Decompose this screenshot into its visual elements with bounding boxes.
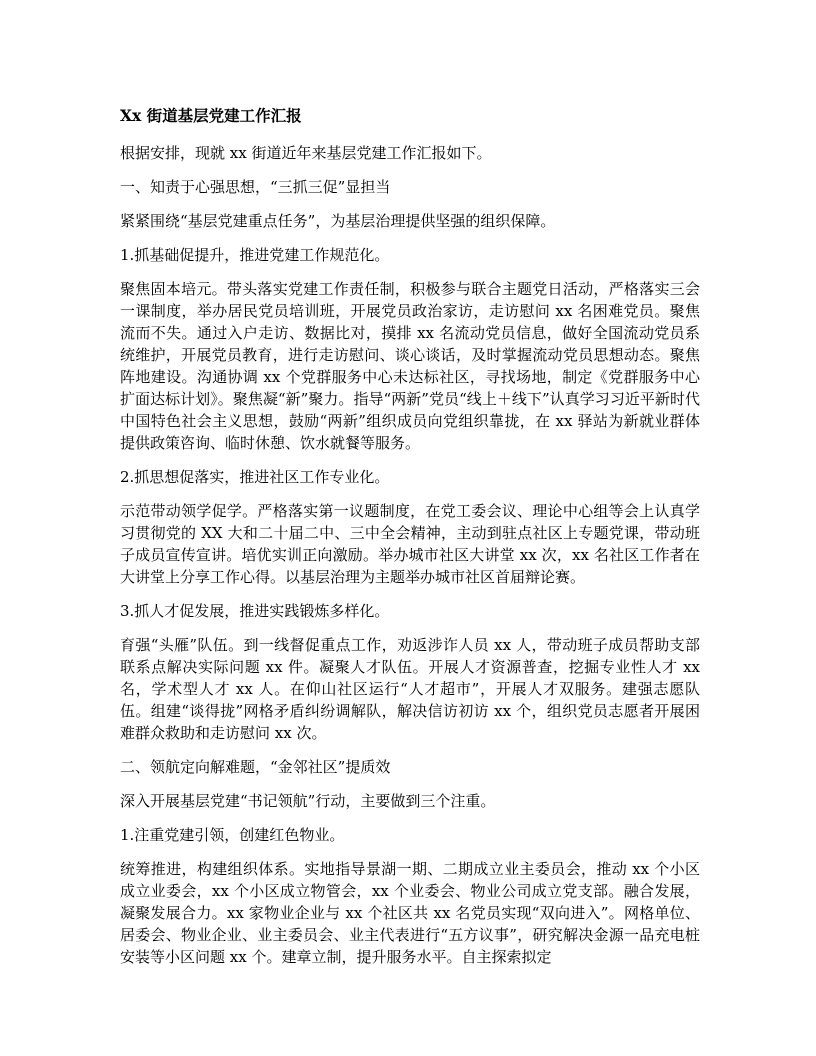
paragraph-1-3-body: 育强“头雁”队伍。到一线督促重点工作，劝返涉诈人员 xx 人，带动班子成员帮助支部联系点解决实际问题 xx 件。凝聚人才队伍。开展人才资源普查，挖掘专业性人才 xx 名，学术型人才 xx 人。在仰山社区运行“人才超市”，开展人才双服务。建强志愿队伍。组建“谈得拢”网格矛盾纠纷调解队，解决信访初访 xx 个，组织党员志愿者开展困难群众救助和走访慰问 xx 次。 [120, 636, 700, 742]
paragraph-section-1-lead: 紧紧围绕“基层党建重点任务”，为基层治理提供坚强的组织保障。 [120, 212, 556, 230]
section-heading-1: 一、知责于心强思想，“三抓三促”显担当 [120, 178, 391, 196]
document-page [120, 104, 700, 980]
paragraph-intro: 根据安排，现就 xx 街道近年来基层党建工作汇报如下。 [120, 144, 492, 162]
subheading-1-2: 2.抓思想促落实，推进社区工作专业化。 [120, 468, 390, 486]
document-title: Xx 街道基层党建工作汇报 [120, 106, 302, 125]
subheading-1-3: 3.抓人才促发展，推进实践锻炼多样化。 [120, 602, 390, 620]
paragraph-1-2-body: 示范带动领学促学。严格落实第一议题制度，在党工委会议、理论中心组等会上认真学习贯彻党的 XX 大和二十届二中、三中全会精神，主动到驻点社区上专题党课，带动班子成员宣传宣讲。培优实训正向激励。举办城市社区大讲堂 xx 次，xx 名社区工作者在大讲堂上分享工作心得。以基层治理为主题举办城市社区首届辩论赛。 [120, 502, 700, 586]
subheading-2-1: 1.注重党建引领，创建红色物业。 [120, 826, 345, 844]
paragraph-1-1-body: 聚焦固本培元。带头落实党建工作责任制，积极参与联合主题党日活动，严格落实三会一课制度，举办居民党员培训班，开展党员政治家访，走访慰问 xx 名困难党员。聚焦流而不失。通过入户走访、数据比对，摸排 xx 名流动党员信息，做好全国流动党员系统维护，开展党员教育，进行走访慰问、谈心谈话，及时掌握流动党员思想动态。聚焦阵地建设。沟通协调 xx 个党群服务中心未达标社区，寻找场地，制定《党群服务中心扩面达标计划》。聚焦凝“新”聚力。指导“两新”党员“线上＋线下”认真学习习近平新时代中国特色社会主义思想，鼓励“两新”组织成员向党组织靠拢，在 xx 驿站为新就业群体提供政策咨询、临时休憩、饮水就餐等服务。 [120, 280, 700, 452]
paragraph-2-1-body: 统筹推进，构建组织体系。实地指导景湖一期、二期成立业主委员会，推动 xx 个小区成立业委会，xx 个小区成立物管会，xx 个业委会、物业公司成立党支部。融合发展，凝聚发展合力。xx 家物业企业与 xx 个社区共 xx 名党员实现“双向进入”。网格单位、居委会、物业企业、业主委员会、业主代表进行“五方议事”，研究解决金源一品充电桩安装等小区问题 xx 个。建章立制，提升服务水平。自主探索拟定 [120, 860, 700, 966]
subheading-1-1: 1.抓基础促提升，推进党建工作规范化。 [120, 246, 390, 264]
paragraph-section-2-lead: 深入开展基层党建“书记领航”行动，主要做到三个注重。 [120, 792, 496, 810]
section-heading-2: 二、领航定向解难题，“金邻社区”提质效 [120, 758, 391, 776]
